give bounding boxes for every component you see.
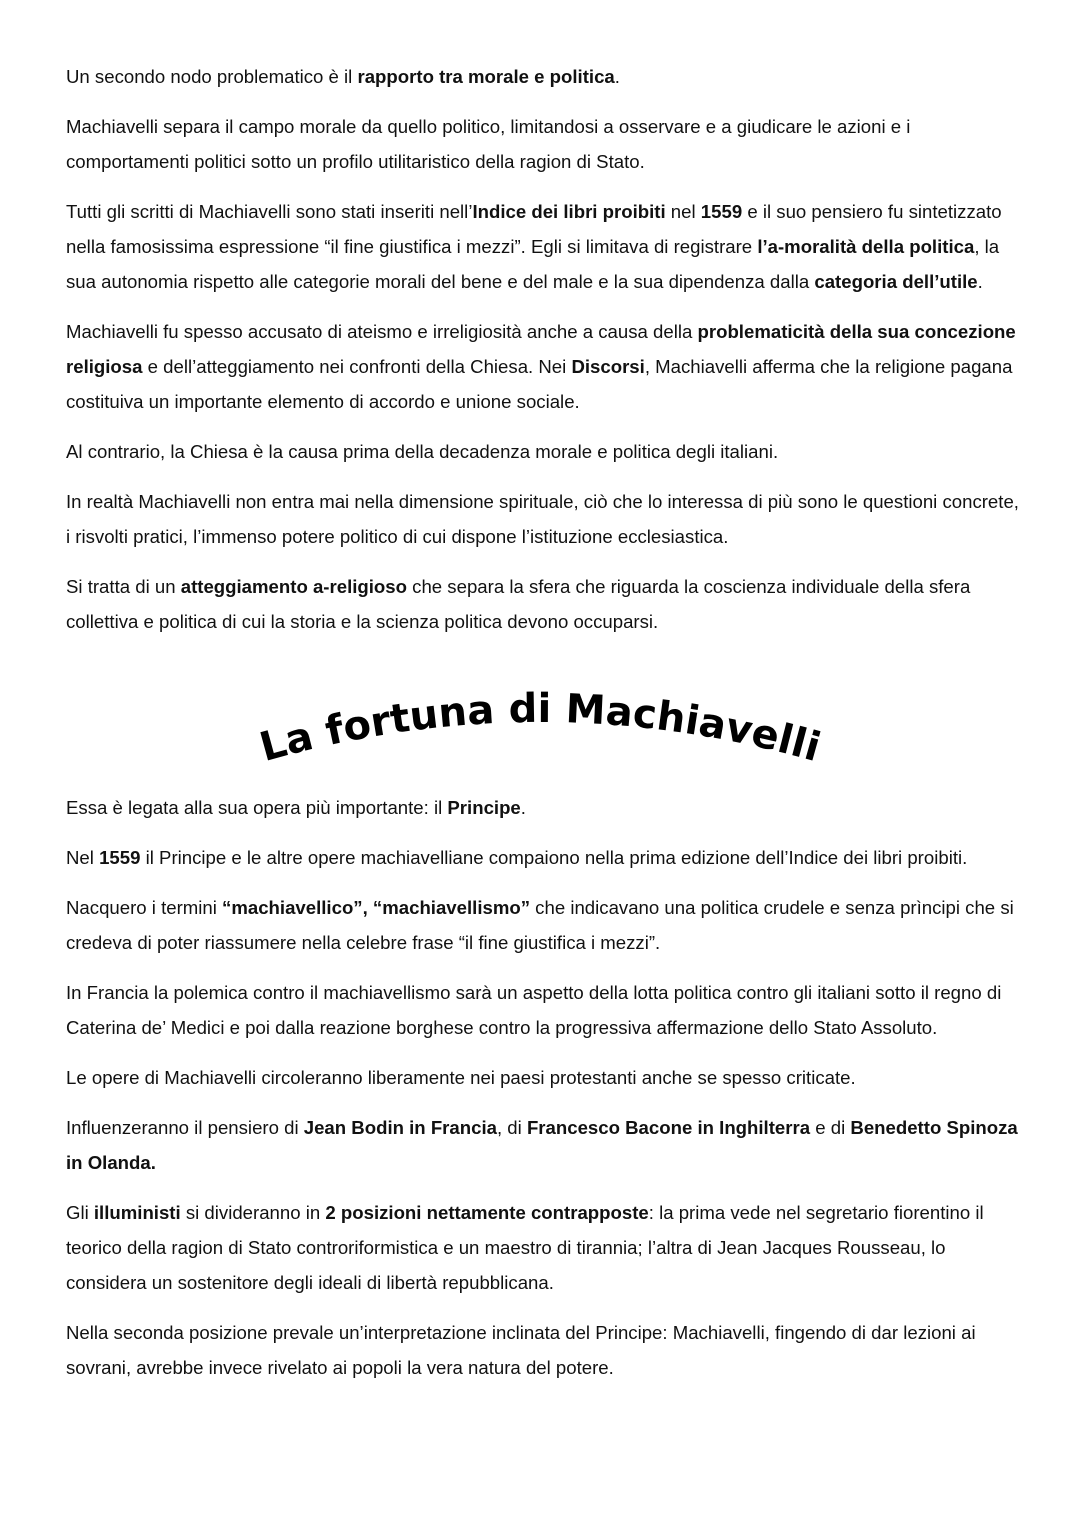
text-run: e dell’atteggiamento nei confronti della Chiesa. Nei <box>142 356 572 377</box>
paragraph-1 <box>66 59 1020 94</box>
text-run: Influenzeranno il pensiero di <box>66 1117 304 1138</box>
paragraph-15 <box>66 1315 1020 1385</box>
paragraph-5 <box>66 434 1020 469</box>
bold-run: Principe <box>447 797 521 818</box>
text-run: Un secondo nodo problematico è il <box>66 66 358 87</box>
paragraph-8 <box>66 790 1020 825</box>
text-run: Le opere di Machiavelli circoleranno liberamente nei paesi protestanti anche se spesso criticate. <box>66 1067 856 1088</box>
text-run: , di <box>496 1117 527 1138</box>
text-run: In Francia la polemica contro il machiavellismo sarà un aspetto della lotta politica contro gli italiani sotto il regno di Caterina de’ Medici e poi dalla reazione borghese contro la progressiva affermazione dello Stato Assoluto. <box>66 982 1002 1038</box>
bold-run: illuministi <box>93 1202 181 1223</box>
text-run: che indicavano una politica crudele e senza prìncipi che si credeva di poter riassumere nella celebre frase “il fine giustifica i mezzi”. <box>66 897 1014 953</box>
text-run: Gli <box>66 1202 94 1223</box>
text-run: Machiavelli fu spesso accusato di ateismo e irreligiosità anche a causa della <box>66 321 698 342</box>
heading-text: La fortuna di Machiavelli <box>254 690 826 772</box>
paragraph-3 <box>66 194 1020 299</box>
bold-run: Discorsi <box>571 356 645 377</box>
text-run: e di <box>810 1117 851 1138</box>
text-run: Nella seconda posizione prevale un’interpretazione inclinata del Principe: Machiavelli, fingendo di dar lezioni ai sovrani, avrebbe invece rivelato ai popoli la vera natura del potere. <box>66 1322 976 1378</box>
section-morale-politica <box>66 59 1020 654</box>
text-run: Tutti gli scritti di Machiavelli sono stati inseriti nell’ <box>66 201 473 222</box>
bold-run: problematicità della sua concezione religiosa <box>66 321 1016 377</box>
paragraph-11 <box>66 975 1020 1045</box>
bold-run: 1559 <box>700 201 743 222</box>
paragraph-10 <box>66 890 1020 960</box>
text-run: nel <box>665 201 701 222</box>
bold-run: 2 posizioni nettamente contrapposte <box>325 1202 649 1223</box>
bold-run: l’a-moralità della politica <box>757 236 975 257</box>
text-run: . <box>614 66 620 87</box>
bold-run: Francesco Bacone in Inghilterra <box>526 1117 811 1138</box>
text-run: che separa la sfera che riguarda la coscienza individuale della sfera collettiva e politica di cui la storia e la scienza politica devono occuparsi. <box>66 576 971 632</box>
bold-run: 1559 <box>99 847 141 868</box>
paragraph-12 <box>66 1060 1020 1095</box>
text-run: . <box>977 271 983 292</box>
paragraph-13 <box>66 1110 1020 1180</box>
text-run: e il suo pensiero fu sintetizzato nella famosissima espressione “il fine giustifica i mezzi”. Egli si limitava di registrare <box>66 201 1002 257</box>
bold-run: categoria dell’utile <box>814 271 978 292</box>
bold-run: “machiavellico”, “machiavellismo” <box>222 897 531 918</box>
section-heading-wordart <box>200 690 880 790</box>
text-run: : la prima vede nel segretario fiorentino il teorico della ragion di Stato controriformistica e un maestro di tirannia; l’altra di Jean Jacques Rousseau, lo considera un sostenitore degli ideali di libertà repubblicana. <box>66 1202 984 1293</box>
paragraph-7 <box>66 569 1020 639</box>
text-run: Nel <box>66 847 100 868</box>
text-run: si divideranno in <box>180 1202 326 1223</box>
text-run: , la sua autonomia rispetto alle categorie morali del bene e del male e la sua dipendenza dalla <box>66 236 1000 292</box>
text-run: Nacquero i termini <box>66 897 223 918</box>
text-run: il Principe e le altre opere machiavelliane compaiono nella prima edizione dell’Indice dei libri proibiti. <box>140 847 968 868</box>
text-run: Essa è legata alla sua opera più importante: il <box>66 797 448 818</box>
text-run: Al contrario, la Chiesa è la causa prima della decadenza morale e politica degli italiani. <box>66 441 779 462</box>
section-fortuna <box>66 790 1020 1400</box>
bold-run: rapporto tra morale e politica <box>357 66 615 87</box>
paragraph-6 <box>66 484 1020 554</box>
paragraph-4 <box>66 314 1020 419</box>
text-run: Machiavelli separa il campo morale da quello politico, limitandosi a osservare e a giudicare le azioni e i comportamenti politici sotto un profilo utilitaristico della ragion di Stato. <box>66 116 911 172</box>
text-run: , Machiavelli afferma che la religione pagana costituiva un importante elemento di accordo e unione sociale. <box>66 356 1013 412</box>
paragraph-9 <box>66 840 1020 875</box>
text-run: In realtà Machiavelli non entra mai nella dimensione spirituale, ciò che lo interessa di più sono le questioni concrete, i risvolti pratici, l’immenso potere politico di cui dispone l’istituzione ecclesiastica. <box>66 491 1019 547</box>
paragraph-2 <box>66 109 1020 179</box>
bold-run: Indice dei libri proibiti <box>472 201 666 222</box>
text-run: Si tratta di un <box>66 576 181 597</box>
bold-run: atteggiamento a-religioso <box>180 576 407 597</box>
bold-run: Benedetto Spinoza in Olanda. <box>66 1117 1018 1173</box>
bold-run: Jean Bodin in Francia <box>303 1117 497 1138</box>
paragraph-14 <box>66 1195 1020 1300</box>
text-run: . <box>520 797 526 818</box>
